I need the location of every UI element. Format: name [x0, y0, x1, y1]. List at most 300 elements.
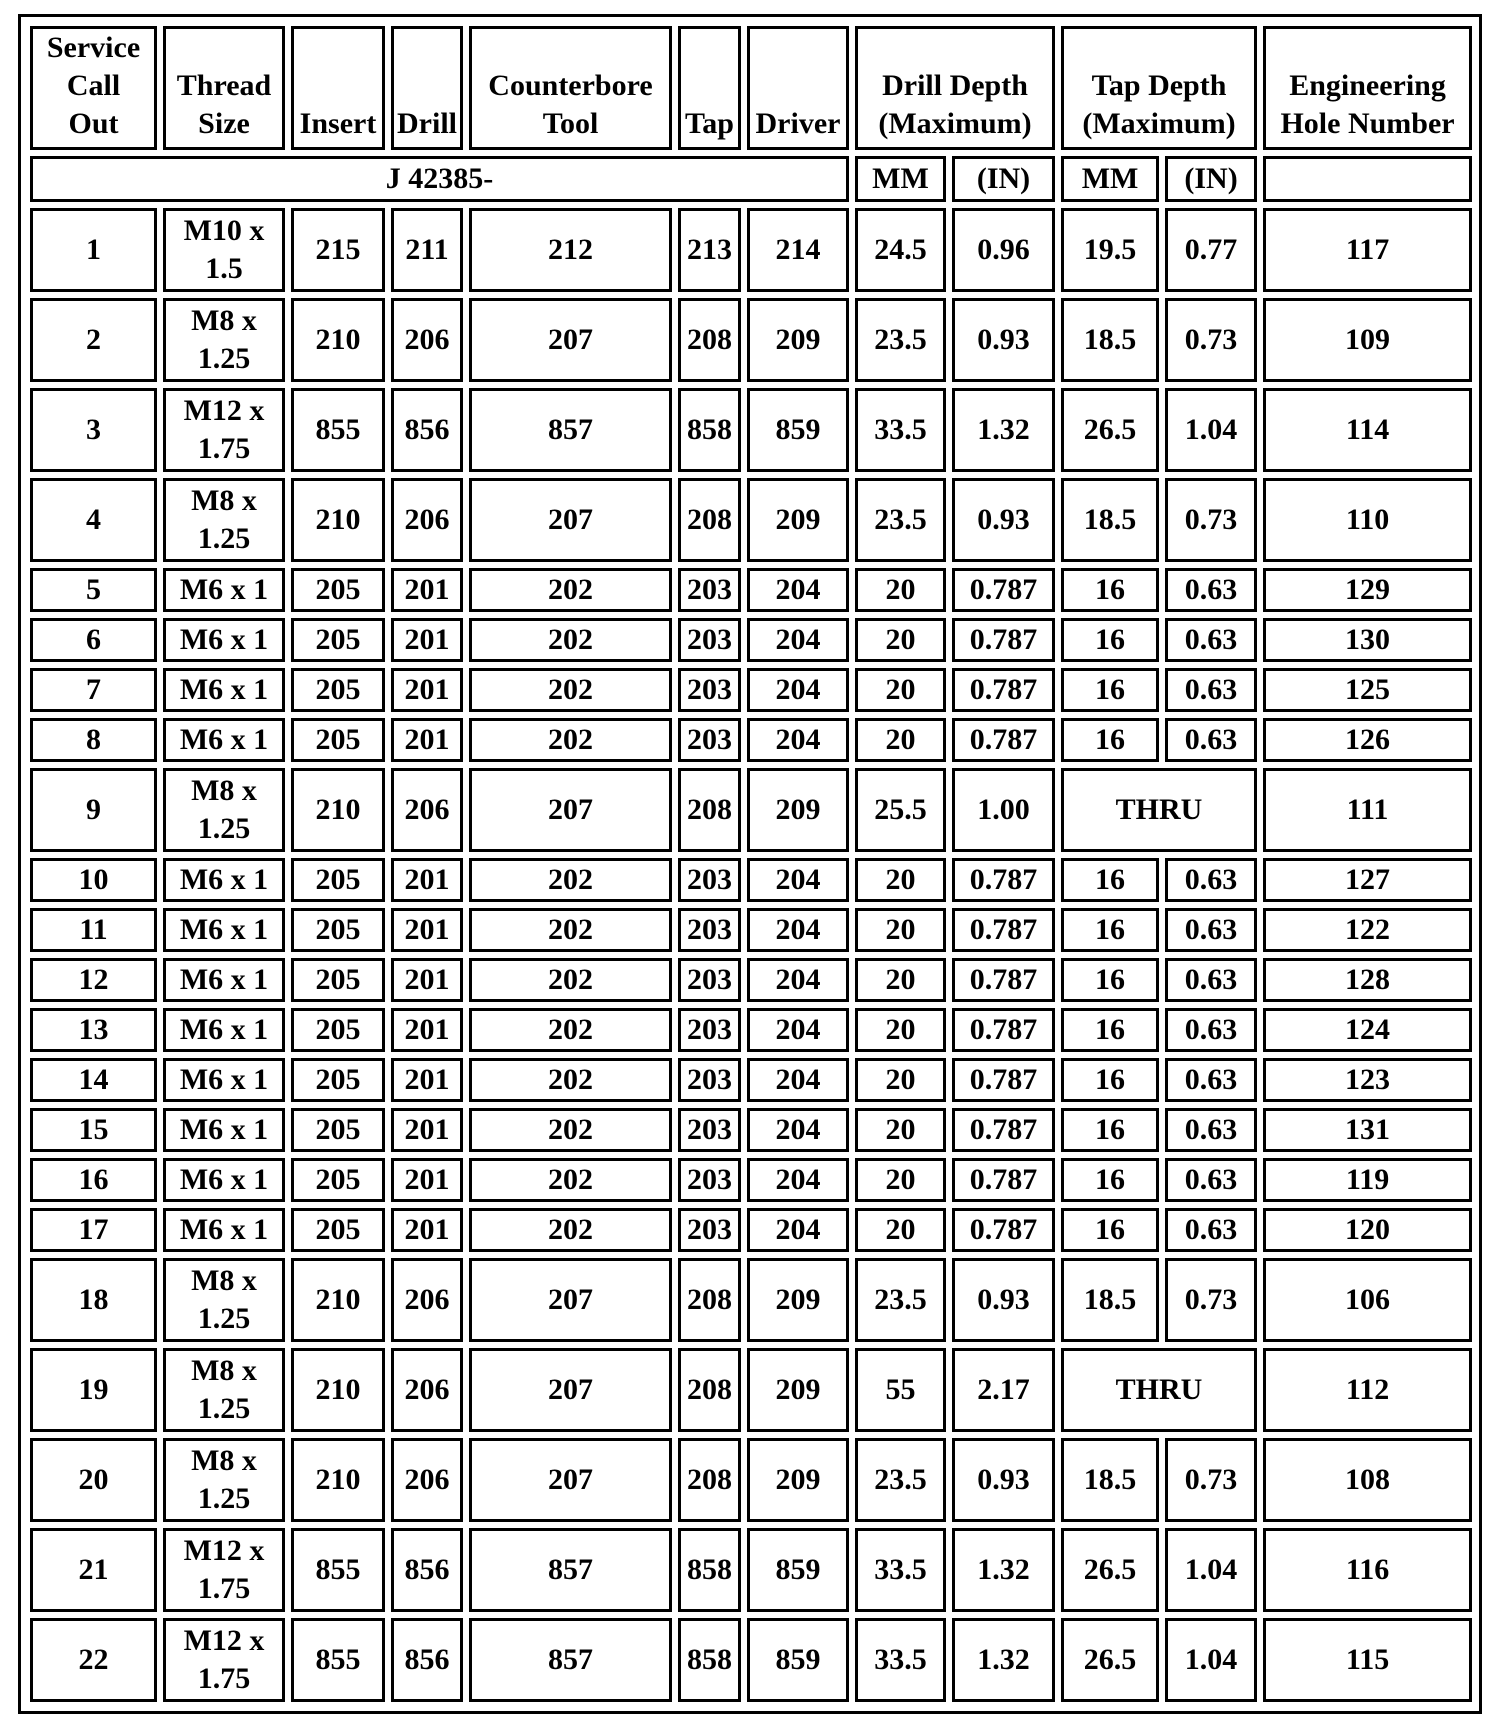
- subheader-drill-mm: MM: [855, 156, 946, 202]
- table-row: [30, 388, 1472, 472]
- insert-cell: 205: [291, 1008, 385, 1052]
- thread-size-cell: [163, 768, 285, 852]
- tap-depth-in-cell: 1.04: [1165, 1618, 1257, 1702]
- drill-cell: 206: [391, 478, 463, 562]
- tap-depth-in-cell: 1.04: [1165, 1528, 1257, 1612]
- tap-cell: 208: [678, 1258, 741, 1342]
- driver-cell: 204: [747, 568, 849, 612]
- header-insert: Insert: [291, 26, 385, 150]
- thread-size-cell: [163, 1008, 285, 1052]
- drill-depth-in-cell: 0.93: [952, 298, 1055, 382]
- thread-size-line: M12 x: [183, 1624, 265, 1657]
- drill-cell: 201: [391, 568, 463, 612]
- tap-depth-mm-cell: 16: [1061, 958, 1159, 1002]
- tap-cell: 203: [678, 1108, 741, 1152]
- drill-cell: 206: [391, 298, 463, 382]
- tap-depth-in-cell: 0.63: [1165, 1108, 1257, 1152]
- thread-size-cell: [163, 1108, 285, 1152]
- drill-depth-in-cell: 0.93: [952, 1258, 1055, 1342]
- service-call-out-cell: 4: [30, 478, 157, 562]
- service-call-out-cell: 5: [30, 568, 157, 612]
- drill-cell: 856: [391, 1618, 463, 1702]
- thread-size-line: M8 x: [191, 484, 257, 517]
- insert-cell: 205: [291, 1058, 385, 1102]
- thread-size-line: M6 x 1: [179, 1163, 269, 1196]
- header-driver: Driver: [747, 26, 849, 150]
- table-row: [30, 1208, 1472, 1252]
- table-row: [30, 618, 1472, 662]
- engineering-hole-number-cell: 120: [1263, 1208, 1472, 1252]
- counterbore-tool-cell: 202: [469, 718, 672, 762]
- counterbore-tool-cell: 207: [469, 768, 672, 852]
- tap-depth-in-cell: 0.63: [1165, 668, 1257, 712]
- thread-size-line: M8 x: [191, 1264, 257, 1297]
- table-row: [30, 208, 1472, 292]
- tap-depth-in-cell: 0.63: [1165, 1058, 1257, 1102]
- tap-depth-in-cell: 0.63: [1165, 1208, 1257, 1252]
- tap-cell: 858: [678, 388, 741, 472]
- insert-cell: 205: [291, 668, 385, 712]
- counterbore-tool-cell: 202: [469, 1008, 672, 1052]
- insert-cell: 205: [291, 1108, 385, 1152]
- tap-cell: 208: [678, 1348, 741, 1432]
- insert-cell: 205: [291, 568, 385, 612]
- header-drill-depth: Drill Depth (Maximum): [855, 26, 1055, 150]
- service-call-out-cell: 9: [30, 768, 157, 852]
- service-call-out-cell: 15: [30, 1108, 157, 1152]
- drill-depth-in-cell: 0.787: [952, 908, 1055, 952]
- counterbore-tool-cell: 857: [469, 388, 672, 472]
- driver-cell: 209: [747, 768, 849, 852]
- table-body: [30, 208, 1472, 1702]
- tap-depth-in-cell: 0.63: [1165, 908, 1257, 952]
- thread-size-cell: [163, 1058, 285, 1102]
- drill-cell: 201: [391, 858, 463, 902]
- table-row: [30, 718, 1472, 762]
- table-row: [30, 1158, 1472, 1202]
- service-call-out-cell: 11: [30, 908, 157, 952]
- service-call-out-cell: 22: [30, 1618, 157, 1702]
- drill-cell: 206: [391, 1348, 463, 1432]
- driver-cell: 859: [747, 1528, 849, 1612]
- counterbore-tool-cell: 207: [469, 298, 672, 382]
- engineering-hole-number-cell: 126: [1263, 718, 1472, 762]
- engineering-hole-number-cell: 117: [1263, 208, 1472, 292]
- counterbore-tool-cell: 857: [469, 1618, 672, 1702]
- service-call-out-cell: 3: [30, 388, 157, 472]
- drill-depth-in-cell: 0.787: [952, 718, 1055, 762]
- counterbore-tool-cell: 207: [469, 1258, 672, 1342]
- table-row: [30, 908, 1472, 952]
- tap-depth-mm-cell: 16: [1061, 1208, 1159, 1252]
- drill-depth-mm-cell: 20: [855, 618, 946, 662]
- counterbore-tool-cell: 202: [469, 908, 672, 952]
- service-call-out-cell: 13: [30, 1008, 157, 1052]
- thread-size-cell: [163, 1158, 285, 1202]
- tap-cell: 203: [678, 668, 741, 712]
- thread-size-line: M6 x 1: [179, 863, 269, 896]
- table-row: [30, 1618, 1472, 1702]
- thread-size-line: M6 x 1: [179, 1113, 269, 1146]
- engineering-hole-number-cell: 106: [1263, 1258, 1472, 1342]
- tap-cell: 203: [678, 1158, 741, 1202]
- tap-depth-mm-cell: 16: [1061, 618, 1159, 662]
- counterbore-tool-cell: 207: [469, 478, 672, 562]
- insert-cell: 855: [291, 1528, 385, 1612]
- header-tap-depth: Tap Depth (Maximum): [1061, 26, 1257, 150]
- insert-cell: 215: [291, 208, 385, 292]
- thread-size-cell: [163, 958, 285, 1002]
- tap-depth-in-cell: 0.63: [1165, 1158, 1257, 1202]
- thread-size-cell: [163, 388, 285, 472]
- engineering-hole-number-cell: 122: [1263, 908, 1472, 952]
- thread-size-line: 1.25: [197, 522, 251, 555]
- thread-size-line: M6 x 1: [179, 1013, 269, 1046]
- drill-depth-mm-cell: 20: [855, 908, 946, 952]
- thread-size-line: M6 x 1: [179, 1063, 269, 1096]
- header-thread-size: Thread Size: [163, 26, 285, 150]
- counterbore-tool-cell: 202: [469, 568, 672, 612]
- counterbore-tool-cell: 202: [469, 1058, 672, 1102]
- drill-cell: 201: [391, 1058, 463, 1102]
- service-call-out-cell: 17: [30, 1208, 157, 1252]
- counterbore-tool-cell: 212: [469, 208, 672, 292]
- driver-cell: 859: [747, 388, 849, 472]
- thread-size-line: M6 x 1: [179, 1213, 269, 1246]
- thread-size-line: 1.25: [197, 1392, 251, 1425]
- driver-cell: 214: [747, 208, 849, 292]
- service-call-out-cell: 12: [30, 958, 157, 1002]
- thread-size-line: 1.75: [197, 1572, 251, 1605]
- specification-table-frame: [18, 14, 1482, 1714]
- counterbore-tool-cell: 202: [469, 1208, 672, 1252]
- drill-depth-in-cell: 0.787: [952, 858, 1055, 902]
- drill-cell: 856: [391, 388, 463, 472]
- drill-cell: 206: [391, 1258, 463, 1342]
- insert-cell: 855: [291, 1618, 385, 1702]
- drill-cell: 211: [391, 208, 463, 292]
- tap-depth-mm-cell: 16: [1061, 908, 1159, 952]
- thread-size-cell: [163, 1258, 285, 1342]
- counterbore-tool-cell: 202: [469, 1108, 672, 1152]
- insert-cell: 205: [291, 908, 385, 952]
- tap-depth-thru-cell: THRU: [1061, 768, 1257, 852]
- insert-cell: 205: [291, 718, 385, 762]
- drill-depth-in-cell: 0.787: [952, 1058, 1055, 1102]
- drill-depth-in-cell: 1.32: [952, 1618, 1055, 1702]
- thread-size-line: M6 x 1: [179, 673, 269, 706]
- engineering-hole-number-cell: 129: [1263, 568, 1472, 612]
- drill-cell: 201: [391, 1108, 463, 1152]
- thread-size-line: M8 x: [191, 774, 257, 807]
- tap-depth-mm-cell: 16: [1061, 668, 1159, 712]
- table-row: [30, 958, 1472, 1002]
- tap-cell: 203: [678, 1058, 741, 1102]
- engineering-hole-number-cell: 109: [1263, 298, 1472, 382]
- drill-cell: 201: [391, 618, 463, 662]
- tap-cell: 203: [678, 908, 741, 952]
- thread-size-cell: [163, 718, 285, 762]
- driver-cell: 209: [747, 1258, 849, 1342]
- driver-cell: 859: [747, 1618, 849, 1702]
- tap-depth-mm-cell: 16: [1061, 1158, 1159, 1202]
- drill-depth-mm-cell: 20: [855, 668, 946, 712]
- tap-depth-mm-cell: 16: [1061, 718, 1159, 762]
- service-call-out-cell: 14: [30, 1058, 157, 1102]
- subheader-hole-blank: [1263, 156, 1472, 202]
- drill-depth-mm-cell: 33.5: [855, 388, 946, 472]
- drill-cell: 201: [391, 958, 463, 1002]
- engineering-hole-number-cell: 108: [1263, 1438, 1472, 1522]
- tap-depth-in-cell: 0.73: [1165, 478, 1257, 562]
- tap-depth-in-cell: 0.73: [1165, 298, 1257, 382]
- engineering-hole-number-cell: 127: [1263, 858, 1472, 902]
- engineering-hole-number-cell: 125: [1263, 668, 1472, 712]
- thread-size-line: M8 x: [191, 1354, 257, 1387]
- header-drill: Drill: [391, 26, 463, 150]
- thread-size-cell: [163, 1348, 285, 1432]
- drill-depth-in-cell: 0.96: [952, 208, 1055, 292]
- thread-size-line: 1.25: [197, 1302, 251, 1335]
- header-counterbore-tool: Counterbore Tool: [469, 26, 672, 150]
- tap-depth-mm-cell: 26.5: [1061, 1528, 1159, 1612]
- drill-depth-in-cell: 0.787: [952, 958, 1055, 1002]
- counterbore-tool-cell: 202: [469, 668, 672, 712]
- thread-size-line: M6 x 1: [179, 723, 269, 756]
- thread-size-cell: [163, 1438, 285, 1522]
- header-service-call-out: Service Call Out: [30, 26, 157, 150]
- thread-size-cell: [163, 208, 285, 292]
- tap-depth-mm-cell: 16: [1061, 858, 1159, 902]
- tap-depth-in-cell: 0.63: [1165, 568, 1257, 612]
- drill-depth-in-cell: 0.787: [952, 568, 1055, 612]
- driver-cell: 204: [747, 1008, 849, 1052]
- insert-cell: 205: [291, 1158, 385, 1202]
- insert-cell: 205: [291, 618, 385, 662]
- counterbore-tool-cell: 207: [469, 1348, 672, 1432]
- drill-cell: 201: [391, 1208, 463, 1252]
- drill-depth-mm-cell: 20: [855, 1208, 946, 1252]
- drill-depth-in-cell: 1.32: [952, 1528, 1055, 1612]
- tap-depth-in-cell: 1.04: [1165, 388, 1257, 472]
- subheader-drill-in: (IN): [952, 156, 1055, 202]
- thread-size-line: M12 x: [183, 394, 265, 427]
- thread-size-line: M8 x: [191, 1444, 257, 1477]
- table-row: [30, 298, 1472, 382]
- tap-depth-in-cell: 0.63: [1165, 858, 1257, 902]
- thread-size-cell: [163, 478, 285, 562]
- tap-cell: 858: [678, 1528, 741, 1612]
- service-call-out-cell: 2: [30, 298, 157, 382]
- drill-depth-in-cell: 1.32: [952, 388, 1055, 472]
- table-row: [30, 1008, 1472, 1052]
- tap-cell: 203: [678, 568, 741, 612]
- drill-cell: 201: [391, 718, 463, 762]
- driver-cell: 204: [747, 718, 849, 762]
- header-tap: Tap: [678, 26, 741, 150]
- driver-cell: 204: [747, 908, 849, 952]
- tap-cell: 858: [678, 1618, 741, 1702]
- counterbore-tool-cell: 202: [469, 958, 672, 1002]
- table-row: [30, 1348, 1472, 1432]
- tap-depth-mm-cell: 16: [1061, 1008, 1159, 1052]
- tap-depth-in-cell: 0.63: [1165, 718, 1257, 762]
- driver-cell: 204: [747, 1208, 849, 1252]
- thread-size-cell: [163, 1208, 285, 1252]
- driver-cell: 204: [747, 1108, 849, 1152]
- drill-depth-mm-cell: 20: [855, 718, 946, 762]
- drill-cell: 201: [391, 668, 463, 712]
- tap-depth-mm-cell: 16: [1061, 1108, 1159, 1152]
- tap-cell: 208: [678, 768, 741, 852]
- drill-depth-in-cell: 0.93: [952, 478, 1055, 562]
- thread-size-line: 1.25: [197, 342, 251, 375]
- drill-depth-mm-cell: 33.5: [855, 1528, 946, 1612]
- engineering-hole-number-cell: 111: [1263, 768, 1472, 852]
- tap-cell: 208: [678, 1438, 741, 1522]
- table-row: [30, 858, 1472, 902]
- engineering-hole-number-cell: 123: [1263, 1058, 1472, 1102]
- service-call-out-cell: 16: [30, 1158, 157, 1202]
- driver-cell: 209: [747, 1438, 849, 1522]
- service-call-out-cell: 7: [30, 668, 157, 712]
- thread-size-line: 1.25: [197, 812, 251, 845]
- insert-cell: 210: [291, 298, 385, 382]
- drill-depth-mm-cell: 33.5: [855, 1618, 946, 1702]
- thread-size-cell: [163, 668, 285, 712]
- counterbore-tool-cell: 202: [469, 618, 672, 662]
- tap-depth-in-cell: 0.63: [1165, 958, 1257, 1002]
- tap-cell: 203: [678, 718, 741, 762]
- drill-depth-in-cell: 0.787: [952, 618, 1055, 662]
- thread-size-line: 1.75: [197, 432, 251, 465]
- subheader-tap-mm: MM: [1061, 156, 1159, 202]
- counterbore-tool-cell: 202: [469, 858, 672, 902]
- table-row: [30, 1438, 1472, 1522]
- thread-size-cell: [163, 1528, 285, 1612]
- insert-cell: 205: [291, 958, 385, 1002]
- engineering-hole-number-cell: 114: [1263, 388, 1472, 472]
- tap-depth-thru-cell: THRU: [1061, 1348, 1257, 1432]
- tap-depth-mm-cell: 26.5: [1061, 388, 1159, 472]
- tap-depth-mm-cell: 19.5: [1061, 208, 1159, 292]
- drill-cell: 206: [391, 768, 463, 852]
- thread-size-line: 1.25: [197, 1482, 251, 1515]
- tap-depth-in-cell: 0.63: [1165, 618, 1257, 662]
- counterbore-tool-cell: 857: [469, 1528, 672, 1612]
- driver-cell: 204: [747, 618, 849, 662]
- drill-depth-in-cell: 0.787: [952, 1208, 1055, 1252]
- thread-size-cell: [163, 858, 285, 902]
- drill-depth-mm-cell: 20: [855, 1108, 946, 1152]
- counterbore-tool-cell: 207: [469, 1438, 672, 1522]
- drill-depth-mm-cell: 24.5: [855, 208, 946, 292]
- thread-repair-table: [24, 20, 1478, 1708]
- service-call-out-cell: 1: [30, 208, 157, 292]
- drill-cell: 856: [391, 1528, 463, 1612]
- insert-cell: 210: [291, 1348, 385, 1432]
- thread-size-line: M10 x: [183, 214, 265, 247]
- insert-cell: 210: [291, 478, 385, 562]
- thread-size-line: M8 x: [191, 304, 257, 337]
- drill-cell: 201: [391, 908, 463, 952]
- tap-cell: 208: [678, 298, 741, 382]
- driver-cell: 204: [747, 1058, 849, 1102]
- drill-cell: 201: [391, 1158, 463, 1202]
- tap-depth-in-cell: 0.77: [1165, 208, 1257, 292]
- drill-depth-in-cell: 0.787: [952, 1108, 1055, 1152]
- thread-size-line: 1.5: [205, 252, 243, 285]
- tap-depth-mm-cell: 18.5: [1061, 1438, 1159, 1522]
- drill-depth-mm-cell: 25.5: [855, 768, 946, 852]
- tap-cell: 203: [678, 1008, 741, 1052]
- table-row: [30, 568, 1472, 612]
- insert-cell: 205: [291, 1208, 385, 1252]
- drill-depth-mm-cell: 20: [855, 1008, 946, 1052]
- table-row: [30, 1258, 1472, 1342]
- engineering-hole-number-cell: 115: [1263, 1618, 1472, 1702]
- drill-depth-mm-cell: 20: [855, 1058, 946, 1102]
- thread-size-cell: [163, 618, 285, 662]
- engineering-hole-number-cell: 110: [1263, 478, 1472, 562]
- thread-size-line: M6 x 1: [179, 623, 269, 656]
- service-call-out-cell: 8: [30, 718, 157, 762]
- drill-depth-in-cell: 1.00: [952, 768, 1055, 852]
- thread-size-cell: [163, 568, 285, 612]
- driver-cell: 204: [747, 668, 849, 712]
- insert-cell: 210: [291, 1258, 385, 1342]
- tap-depth-mm-cell: 18.5: [1061, 298, 1159, 382]
- drill-depth-mm-cell: 23.5: [855, 478, 946, 562]
- drill-depth-in-cell: 0.787: [952, 1158, 1055, 1202]
- tap-cell: 213: [678, 208, 741, 292]
- drill-depth-mm-cell: 55: [855, 1348, 946, 1432]
- driver-cell: 204: [747, 858, 849, 902]
- service-call-out-cell: 10: [30, 858, 157, 902]
- insert-cell: 205: [291, 858, 385, 902]
- engineering-hole-number-cell: 112: [1263, 1348, 1472, 1432]
- drill-depth-in-cell: 0.787: [952, 668, 1055, 712]
- drill-depth-mm-cell: 20: [855, 858, 946, 902]
- insert-cell: 210: [291, 1438, 385, 1522]
- table-row: [30, 668, 1472, 712]
- drill-depth-mm-cell: 23.5: [855, 1438, 946, 1522]
- drill-cell: 206: [391, 1438, 463, 1522]
- drill-depth-mm-cell: 20: [855, 568, 946, 612]
- tap-depth-in-cell: 0.73: [1165, 1258, 1257, 1342]
- drill-depth-mm-cell: 20: [855, 958, 946, 1002]
- table-row: [30, 478, 1472, 562]
- subheader-row: [30, 156, 1472, 202]
- tap-cell: 208: [678, 478, 741, 562]
- drill-depth-in-cell: 0.787: [952, 1008, 1055, 1052]
- tap-depth-mm-cell: 18.5: [1061, 478, 1159, 562]
- tap-depth-mm-cell: 16: [1061, 1058, 1159, 1102]
- tap-depth-mm-cell: 16: [1061, 568, 1159, 612]
- thread-size-cell: [163, 908, 285, 952]
- thread-size-line: M12 x: [183, 1534, 265, 1567]
- driver-cell: 209: [747, 298, 849, 382]
- drill-depth-mm-cell: 23.5: [855, 298, 946, 382]
- tool-prefix: J 42385-: [30, 156, 849, 202]
- thread-size-line: M6 x 1: [179, 573, 269, 606]
- engineering-hole-number-cell: 119: [1263, 1158, 1472, 1202]
- service-call-out-cell: 18: [30, 1258, 157, 1342]
- driver-cell: 209: [747, 478, 849, 562]
- tap-cell: 203: [678, 958, 741, 1002]
- driver-cell: 209: [747, 1348, 849, 1432]
- driver-cell: 204: [747, 1158, 849, 1202]
